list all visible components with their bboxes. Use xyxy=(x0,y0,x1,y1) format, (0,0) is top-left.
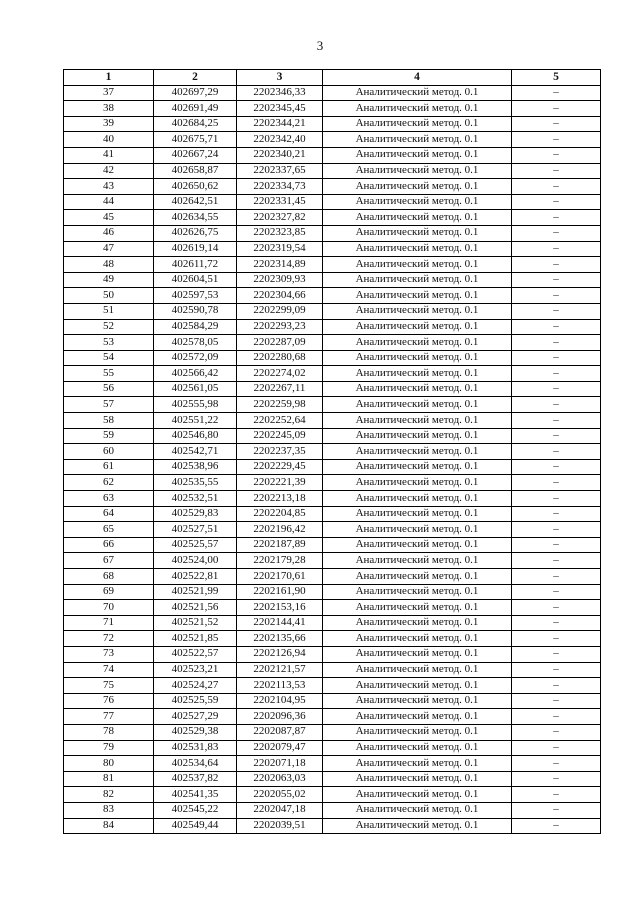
table-row xyxy=(64,303,601,319)
table-cell: Аналитический метод. 0.1 xyxy=(323,147,512,163)
table-row xyxy=(64,491,601,507)
table-cell: 402597,53 xyxy=(154,288,237,304)
table-cell: Аналитический метод. 0.1 xyxy=(323,272,512,288)
table-cell: – xyxy=(512,537,601,553)
table-cell: 72 xyxy=(64,631,154,647)
table-cell: 402619,14 xyxy=(154,241,237,257)
table-cell: 2202280,68 xyxy=(237,350,323,366)
table-cell: 55 xyxy=(64,366,154,382)
table-cell: 74 xyxy=(64,662,154,678)
table-cell: – xyxy=(512,210,601,226)
table-cell: 66 xyxy=(64,537,154,553)
table-cell: – xyxy=(512,257,601,273)
table-cell: 2202337,65 xyxy=(237,163,323,179)
table-cell: 63 xyxy=(64,491,154,507)
table-cell: 65 xyxy=(64,522,154,538)
table-cell: 402541,35 xyxy=(154,787,237,803)
table-cell: – xyxy=(512,444,601,460)
table-cell: 2202071,18 xyxy=(237,756,323,772)
table-cell: 81 xyxy=(64,771,154,787)
table-cell: – xyxy=(512,366,601,382)
table-cell: 2202259,98 xyxy=(237,397,323,413)
table-cell: 2202340,21 xyxy=(237,147,323,163)
table-cell: – xyxy=(512,225,601,241)
table-cell: 53 xyxy=(64,335,154,351)
table-row xyxy=(64,397,601,413)
table-cell: Аналитический метод. 0.1 xyxy=(323,802,512,818)
column-header: 5 xyxy=(512,70,601,86)
table-cell: – xyxy=(512,646,601,662)
table-cell: 39 xyxy=(64,116,154,132)
table-cell: Аналитический метод. 0.1 xyxy=(323,771,512,787)
table-cell: 2202237,35 xyxy=(237,444,323,460)
table-cell: 402604,51 xyxy=(154,272,237,288)
table-cell: Аналитический метод. 0.1 xyxy=(323,553,512,569)
table-row xyxy=(64,553,601,569)
table-cell: – xyxy=(512,631,601,647)
table-row xyxy=(64,787,601,803)
table-cell: Аналитический метод. 0.1 xyxy=(323,506,512,522)
table-cell: – xyxy=(512,662,601,678)
table-cell: 2202293,23 xyxy=(237,319,323,335)
table-cell: 2202267,11 xyxy=(237,381,323,397)
table-cell: 402521,85 xyxy=(154,631,237,647)
table-cell: – xyxy=(512,381,601,397)
table-row xyxy=(64,272,601,288)
table-cell: 52 xyxy=(64,319,154,335)
column-header: 2 xyxy=(154,70,237,86)
table-row xyxy=(64,163,601,179)
table-cell: Аналитический метод. 0.1 xyxy=(323,522,512,538)
table-cell: Аналитический метод. 0.1 xyxy=(323,194,512,210)
table-row xyxy=(64,366,601,382)
table-cell: Аналитический метод. 0.1 xyxy=(323,662,512,678)
table-cell: 402626,75 xyxy=(154,225,237,241)
table-cell: Аналитический метод. 0.1 xyxy=(323,459,512,475)
table-cell: – xyxy=(512,179,601,195)
table-cell: 2202344,21 xyxy=(237,116,323,132)
table-cell: 44 xyxy=(64,194,154,210)
table-cell: 49 xyxy=(64,272,154,288)
table-cell: 2202323,85 xyxy=(237,225,323,241)
table-cell: – xyxy=(512,787,601,803)
table-cell: 70 xyxy=(64,600,154,616)
table-cell: Аналитический метод. 0.1 xyxy=(323,693,512,709)
table-cell: 83 xyxy=(64,802,154,818)
table-cell: 402522,81 xyxy=(154,569,237,585)
table-cell: 2202327,82 xyxy=(237,210,323,226)
table-cell: – xyxy=(512,584,601,600)
table-cell: – xyxy=(512,771,601,787)
table-cell: – xyxy=(512,163,601,179)
table-cell: 68 xyxy=(64,569,154,585)
table-cell: 45 xyxy=(64,210,154,226)
table-cell: 402529,83 xyxy=(154,506,237,522)
table-cell: 402525,59 xyxy=(154,693,237,709)
table-row xyxy=(64,101,601,117)
table-cell: Аналитический метод. 0.1 xyxy=(323,756,512,772)
table-cell: 402523,21 xyxy=(154,662,237,678)
table-cell: – xyxy=(512,132,601,148)
table-cell: – xyxy=(512,397,601,413)
table-cell: Аналитический метод. 0.1 xyxy=(323,335,512,351)
table-cell: 402578,05 xyxy=(154,335,237,351)
table-cell: Аналитический метод. 0.1 xyxy=(323,787,512,803)
table-cell: Аналитический метод. 0.1 xyxy=(323,210,512,226)
table-cell: 2202274,02 xyxy=(237,366,323,382)
table-cell: 58 xyxy=(64,413,154,429)
table-cell: 47 xyxy=(64,241,154,257)
table-cell: 402521,56 xyxy=(154,600,237,616)
table-cell: – xyxy=(512,335,601,351)
table-cell: Аналитический метод. 0.1 xyxy=(323,163,512,179)
table-cell: 50 xyxy=(64,288,154,304)
table-row xyxy=(64,335,601,351)
table-row xyxy=(64,584,601,600)
table-row xyxy=(64,132,601,148)
table-cell: 2202187,89 xyxy=(237,537,323,553)
table-cell: 402524,00 xyxy=(154,553,237,569)
table-cell: 402658,87 xyxy=(154,163,237,179)
table-cell: 75 xyxy=(64,678,154,694)
table-cell: 402590,78 xyxy=(154,303,237,319)
table-cell: 402537,82 xyxy=(154,771,237,787)
table-row xyxy=(64,662,601,678)
table-cell: 2202113,53 xyxy=(237,678,323,694)
table-cell: – xyxy=(512,272,601,288)
table-cell: – xyxy=(512,756,601,772)
table-cell: 2202204,85 xyxy=(237,506,323,522)
table-cell: – xyxy=(512,709,601,725)
table-row xyxy=(64,444,601,460)
table-cell: – xyxy=(512,802,601,818)
table-cell: Аналитический метод. 0.1 xyxy=(323,709,512,725)
table-cell: 2202346,33 xyxy=(237,85,323,101)
table-cell: 2202153,16 xyxy=(237,600,323,616)
table-cell: 2202170,61 xyxy=(237,569,323,585)
table-row xyxy=(64,116,601,132)
table-cell: Аналитический метод. 0.1 xyxy=(323,631,512,647)
table-cell: Аналитический метод. 0.1 xyxy=(323,319,512,335)
table-cell: 402545,22 xyxy=(154,802,237,818)
table-cell: 2202299,09 xyxy=(237,303,323,319)
table-cell: 402521,99 xyxy=(154,584,237,600)
table-row xyxy=(64,709,601,725)
table-cell: Аналитический метод. 0.1 xyxy=(323,241,512,257)
table-cell: 402535,55 xyxy=(154,475,237,491)
table-row xyxy=(64,147,601,163)
table-cell: 46 xyxy=(64,225,154,241)
table-cell: Аналитический метод. 0.1 xyxy=(323,350,512,366)
table-cell: – xyxy=(512,522,601,538)
table-row xyxy=(64,475,601,491)
table-cell: 84 xyxy=(64,818,154,834)
table-cell: 2202161,90 xyxy=(237,584,323,600)
table-cell: – xyxy=(512,101,601,117)
table-cell: 62 xyxy=(64,475,154,491)
table-row xyxy=(64,506,601,522)
table-cell: 79 xyxy=(64,740,154,756)
table-cell: 80 xyxy=(64,756,154,772)
page-number: 3 xyxy=(316,38,324,53)
table-row xyxy=(64,319,601,335)
table-cell: – xyxy=(512,303,601,319)
table-row xyxy=(64,522,601,538)
table-cell: 2202063,03 xyxy=(237,771,323,787)
table-cell: 78 xyxy=(64,724,154,740)
table-cell: 402697,29 xyxy=(154,85,237,101)
table-cell: 2202345,45 xyxy=(237,101,323,117)
table-cell: 2202287,09 xyxy=(237,335,323,351)
table-cell: Аналитический метод. 0.1 xyxy=(323,101,512,117)
table-cell: Аналитический метод. 0.1 xyxy=(323,646,512,662)
table-cell: 73 xyxy=(64,646,154,662)
table-cell: 54 xyxy=(64,350,154,366)
table-cell: 2202319,54 xyxy=(237,241,323,257)
table-cell: 43 xyxy=(64,179,154,195)
table-cell: 40 xyxy=(64,132,154,148)
table-row xyxy=(64,771,601,787)
table-cell: 402555,98 xyxy=(154,397,237,413)
table-cell: – xyxy=(512,85,601,101)
table-cell: 402634,55 xyxy=(154,210,237,226)
table-cell: 59 xyxy=(64,428,154,444)
table-cell: 2202144,41 xyxy=(237,615,323,631)
table-cell: – xyxy=(512,428,601,444)
table-cell: 402650,62 xyxy=(154,179,237,195)
table-row xyxy=(64,85,601,101)
table-cell: 402525,57 xyxy=(154,537,237,553)
table-cell: Аналитический метод. 0.1 xyxy=(323,397,512,413)
table-cell: 76 xyxy=(64,693,154,709)
table-cell: 402522,57 xyxy=(154,646,237,662)
table-cell: – xyxy=(512,506,601,522)
table-row xyxy=(64,179,601,195)
table-cell: 2202087,87 xyxy=(237,724,323,740)
table-cell: – xyxy=(512,818,601,834)
table-cell: 402549,44 xyxy=(154,818,237,834)
table-cell: 2202304,66 xyxy=(237,288,323,304)
table-cell: – xyxy=(512,740,601,756)
table-cell: – xyxy=(512,615,601,631)
table-cell: 37 xyxy=(64,85,154,101)
table-cell: 2202055,02 xyxy=(237,787,323,803)
table-cell: – xyxy=(512,116,601,132)
table-row xyxy=(64,569,601,585)
table-row xyxy=(64,537,601,553)
table-row xyxy=(64,724,601,740)
table-cell: 2202252,64 xyxy=(237,413,323,429)
table-row xyxy=(64,350,601,366)
table-cell: – xyxy=(512,241,601,257)
table-body xyxy=(64,85,601,834)
table-cell: 2202229,45 xyxy=(237,459,323,475)
table-cell: Аналитический метод. 0.1 xyxy=(323,132,512,148)
table-cell: 2202314,89 xyxy=(237,257,323,273)
table-cell: – xyxy=(512,569,601,585)
table-row xyxy=(64,257,601,273)
table-row xyxy=(64,756,601,772)
table-cell: Аналитический метод. 0.1 xyxy=(323,584,512,600)
table-cell: – xyxy=(512,491,601,507)
table-cell: 402642,51 xyxy=(154,194,237,210)
table-cell: 2202334,73 xyxy=(237,179,323,195)
table-cell: – xyxy=(512,600,601,616)
table-row xyxy=(64,413,601,429)
table-cell: 71 xyxy=(64,615,154,631)
table-cell: Аналитический метод. 0.1 xyxy=(323,537,512,553)
table-cell: 2202079,47 xyxy=(237,740,323,756)
table-header-row xyxy=(64,70,601,86)
table-cell: 2202135,66 xyxy=(237,631,323,647)
table-cell: 402524,27 xyxy=(154,678,237,694)
table-cell: Аналитический метод. 0.1 xyxy=(323,257,512,273)
table-cell: Аналитический метод. 0.1 xyxy=(323,428,512,444)
table-cell: Аналитический метод. 0.1 xyxy=(323,569,512,585)
table-cell: 2202179,28 xyxy=(237,553,323,569)
table-cell: 77 xyxy=(64,709,154,725)
table-cell: 402566,42 xyxy=(154,366,237,382)
table-cell: 2202213,18 xyxy=(237,491,323,507)
table-cell: 2202309,93 xyxy=(237,272,323,288)
table-cell: 2202047,18 xyxy=(237,802,323,818)
table-cell: 2202126,94 xyxy=(237,646,323,662)
table-cell: 402538,96 xyxy=(154,459,237,475)
table-cell: Аналитический метод. 0.1 xyxy=(323,288,512,304)
table-cell: 402531,83 xyxy=(154,740,237,756)
table-cell: – xyxy=(512,459,601,475)
table-cell: 402546,80 xyxy=(154,428,237,444)
table-cell: – xyxy=(512,319,601,335)
table-cell: 2202342,40 xyxy=(237,132,323,148)
table-cell: 2202039,51 xyxy=(237,818,323,834)
table-cell: Аналитический метод. 0.1 xyxy=(323,491,512,507)
table-cell: – xyxy=(512,693,601,709)
table-cell: – xyxy=(512,678,601,694)
table-cell: 402572,09 xyxy=(154,350,237,366)
table-row xyxy=(64,693,601,709)
table-cell: 67 xyxy=(64,553,154,569)
table-cell: 402561,05 xyxy=(154,381,237,397)
column-header: 3 xyxy=(237,70,323,86)
table-cell: 82 xyxy=(64,787,154,803)
table-cell: 64 xyxy=(64,506,154,522)
table-cell: 41 xyxy=(64,147,154,163)
table-cell: Аналитический метод. 0.1 xyxy=(323,678,512,694)
table-cell: 57 xyxy=(64,397,154,413)
table-cell: 2202104,95 xyxy=(237,693,323,709)
table-cell: 61 xyxy=(64,459,154,475)
coordinates-table xyxy=(63,69,601,834)
table-cell: 2202196,42 xyxy=(237,522,323,538)
table-cell: – xyxy=(512,194,601,210)
table-cell: 69 xyxy=(64,584,154,600)
table-cell: 402675,71 xyxy=(154,132,237,148)
table-cell: 402551,22 xyxy=(154,413,237,429)
table-row xyxy=(64,459,601,475)
table-cell: – xyxy=(512,553,601,569)
table-cell: Аналитический метод. 0.1 xyxy=(323,615,512,631)
table-cell: Аналитический метод. 0.1 xyxy=(323,740,512,756)
table-cell: – xyxy=(512,475,601,491)
table-cell: 402527,29 xyxy=(154,709,237,725)
table-cell: Аналитический метод. 0.1 xyxy=(323,366,512,382)
table-row xyxy=(64,210,601,226)
table-row xyxy=(64,818,601,834)
table-cell: 2202121,57 xyxy=(237,662,323,678)
table-cell: – xyxy=(512,413,601,429)
table-cell: – xyxy=(512,350,601,366)
table-cell: Аналитический метод. 0.1 xyxy=(323,116,512,132)
table-row xyxy=(64,241,601,257)
table-cell: 402534,64 xyxy=(154,756,237,772)
table-cell: 402667,24 xyxy=(154,147,237,163)
table-row xyxy=(64,646,601,662)
table-cell: Аналитический метод. 0.1 xyxy=(323,179,512,195)
column-header: 1 xyxy=(64,70,154,86)
table-cell: 402584,29 xyxy=(154,319,237,335)
table-cell: Аналитический метод. 0.1 xyxy=(323,225,512,241)
table-row xyxy=(64,428,601,444)
table-cell: Аналитический метод. 0.1 xyxy=(323,444,512,460)
table-cell: 402691,49 xyxy=(154,101,237,117)
table-cell: 56 xyxy=(64,381,154,397)
table-cell: 402527,51 xyxy=(154,522,237,538)
table-cell: Аналитический метод. 0.1 xyxy=(323,724,512,740)
table-row xyxy=(64,740,601,756)
table-cell: 2202096,36 xyxy=(237,709,323,725)
table-cell: 38 xyxy=(64,101,154,117)
table-cell: 2202245,09 xyxy=(237,428,323,444)
table-row xyxy=(64,678,601,694)
table-cell: 48 xyxy=(64,257,154,273)
table-cell: – xyxy=(512,724,601,740)
table-cell: 402611,72 xyxy=(154,257,237,273)
table-cell: Аналитический метод. 0.1 xyxy=(323,818,512,834)
table-row xyxy=(64,288,601,304)
table-row xyxy=(64,600,601,616)
table-cell: Аналитический метод. 0.1 xyxy=(323,85,512,101)
table-cell: 60 xyxy=(64,444,154,460)
table-cell: – xyxy=(512,288,601,304)
table-cell: 2202221,39 xyxy=(237,475,323,491)
table-row xyxy=(64,225,601,241)
table-row xyxy=(64,381,601,397)
table-cell: 2202331,45 xyxy=(237,194,323,210)
table-cell: 402684,25 xyxy=(154,116,237,132)
table-cell: Аналитический метод. 0.1 xyxy=(323,381,512,397)
table-row xyxy=(64,631,601,647)
table-row xyxy=(64,802,601,818)
table-cell: 402532,51 xyxy=(154,491,237,507)
table-cell: – xyxy=(512,147,601,163)
table-cell: Аналитический метод. 0.1 xyxy=(323,413,512,429)
table-cell: 51 xyxy=(64,303,154,319)
table-cell: Аналитический метод. 0.1 xyxy=(323,303,512,319)
table-cell: Аналитический метод. 0.1 xyxy=(323,600,512,616)
column-header: 4 xyxy=(323,70,512,86)
table-cell: Аналитический метод. 0.1 xyxy=(323,475,512,491)
table-cell: 402542,71 xyxy=(154,444,237,460)
table-cell: 402529,38 xyxy=(154,724,237,740)
table-row xyxy=(64,194,601,210)
table-cell: 402521,52 xyxy=(154,615,237,631)
table-row xyxy=(64,615,601,631)
table-cell: 42 xyxy=(64,163,154,179)
